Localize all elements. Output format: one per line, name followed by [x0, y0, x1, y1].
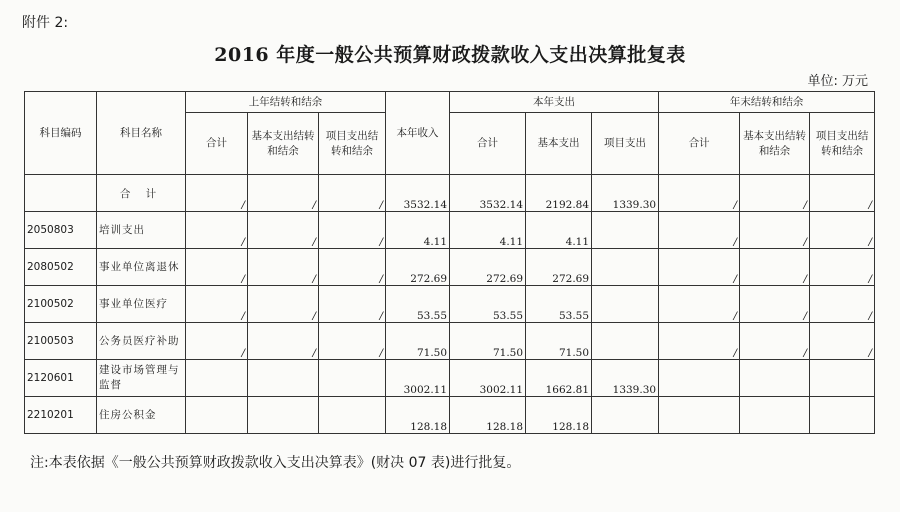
cell-end-basic: / [740, 323, 810, 360]
cell-end-total [659, 360, 740, 397]
cell-income: 128.18 [386, 397, 450, 434]
header-prev-project: 项目支出结转和结余 [319, 113, 386, 175]
cell-end-project [810, 360, 875, 397]
cell-end-project [810, 397, 875, 434]
cell-spend-total: 3532.14 [450, 175, 526, 212]
header-end-basic: 基本支出结转和结余 [740, 113, 810, 175]
cell-spend-project [592, 323, 659, 360]
header-end-total: 合计 [659, 113, 740, 175]
cell-code: 2100502 [25, 286, 97, 323]
cell-prev-basic: / [248, 286, 319, 323]
header-spend-project: 项目支出 [592, 113, 659, 175]
header-prev-group: 上年结转和结余 [186, 92, 386, 113]
cell-name: 住房公积金 [97, 397, 186, 434]
cell-prev-total: / [186, 286, 248, 323]
table-row [25, 286, 875, 323]
cell-prev-basic: / [248, 323, 319, 360]
cell-end-basic: / [740, 212, 810, 249]
footnote: 注:本表依据《一般公共预算财政拨款收入支出决算表》(财决 07 表)进行批复。 [30, 455, 521, 471]
cell-end-project: / [810, 212, 875, 249]
cell-end-project: / [810, 286, 875, 323]
cell-spend-project: 1339.30 [592, 175, 659, 212]
cell-spend-total: 128.18 [450, 397, 526, 434]
cell-income: 3002.11 [386, 360, 450, 397]
header-spend-total: 合计 [450, 113, 526, 175]
cell-name: 合 计 [97, 175, 186, 212]
cell-spend-total: 3002.11 [450, 360, 526, 397]
cell-end-basic: / [740, 286, 810, 323]
cell-income: 71.50 [386, 323, 450, 360]
cell-income: 4.11 [386, 212, 450, 249]
cell-spend-basic: 2192.84 [526, 175, 592, 212]
cell-income: 272.69 [386, 249, 450, 286]
document-title: 2016 年度一般公共预算财政拨款收入支出决算批复表 [214, 44, 686, 66]
header-name: 科目名称 [97, 92, 186, 175]
cell-spend-basic: 128.18 [526, 397, 592, 434]
header-spend-group: 本年支出 [450, 92, 659, 113]
cell-prev-project [319, 397, 386, 434]
cell-spend-basic: 1662.81 [526, 360, 592, 397]
cell-name: 建设市场管理与监督 [97, 360, 186, 397]
cell-end-basic: / [740, 175, 810, 212]
header-end-group: 年末结转和结余 [659, 92, 875, 113]
cell-spend-total: 53.55 [450, 286, 526, 323]
cell-prev-basic: / [248, 212, 319, 249]
table-row [25, 212, 875, 249]
cell-income: 3532.14 [386, 175, 450, 212]
cell-end-project: / [810, 249, 875, 286]
header-spend-basic: 基本支出 [526, 113, 592, 175]
cell-code: 2100503 [25, 323, 97, 360]
cell-spend-basic: 71.50 [526, 323, 592, 360]
cell-code: 2210201 [25, 397, 97, 434]
cell-end-basic [740, 360, 810, 397]
table-row [25, 323, 875, 360]
cell-code: 2120601 [25, 360, 97, 397]
table-row [25, 397, 875, 434]
budget-table [24, 91, 875, 434]
cell-code: 2080502 [25, 249, 97, 286]
cell-end-total: / [659, 286, 740, 323]
cell-prev-total: / [186, 323, 248, 360]
cell-code [25, 175, 97, 212]
cell-spend-total: 4.11 [450, 212, 526, 249]
unit-label: 单位: 万元 [807, 74, 868, 89]
cell-spend-total: 71.50 [450, 323, 526, 360]
cell-spend-basic: 272.69 [526, 249, 592, 286]
header-end-project: 项目支出结转和结余 [810, 113, 875, 175]
cell-prev-total: / [186, 175, 248, 212]
cell-prev-project: / [319, 212, 386, 249]
cell-prev-basic [248, 360, 319, 397]
header-code: 科目编码 [25, 92, 97, 175]
cell-prev-total: / [186, 212, 248, 249]
table-row-total [25, 175, 875, 212]
cell-spend-project [592, 249, 659, 286]
cell-spend-total: 272.69 [450, 249, 526, 286]
cell-end-total: / [659, 323, 740, 360]
cell-name: 培训支出 [97, 212, 186, 249]
cell-name: 事业单位医疗 [97, 286, 186, 323]
table-row [25, 249, 875, 286]
cell-prev-basic: / [248, 175, 319, 212]
cell-prev-project: / [319, 323, 386, 360]
cell-prev-project: / [319, 249, 386, 286]
cell-prev-project: / [319, 175, 386, 212]
table-row [25, 360, 875, 397]
header-prev-basic: 基本支出结转和结余 [248, 113, 319, 175]
cell-end-total: / [659, 212, 740, 249]
cell-spend-project [592, 286, 659, 323]
cell-prev-total [186, 360, 248, 397]
cell-spend-project: 1339.30 [592, 360, 659, 397]
cell-end-total: / [659, 175, 740, 212]
cell-code: 2050803 [25, 212, 97, 249]
cell-income: 53.55 [386, 286, 450, 323]
cell-end-basic: / [740, 249, 810, 286]
cell-end-total: / [659, 249, 740, 286]
cell-spend-project [592, 397, 659, 434]
cell-prev-total [186, 397, 248, 434]
cell-prev-basic [248, 397, 319, 434]
cell-name: 公务员医疗补助 [97, 323, 186, 360]
cell-prev-project: / [319, 286, 386, 323]
cell-end-project: / [810, 175, 875, 212]
header-income: 本年收入 [386, 92, 450, 175]
cell-spend-basic: 53.55 [526, 286, 592, 323]
cell-prev-total: / [186, 249, 248, 286]
cell-end-total [659, 397, 740, 434]
cell-prev-basic: / [248, 249, 319, 286]
attachment-label: 附件 2: [22, 15, 69, 31]
cell-name: 事业单位离退休 [97, 249, 186, 286]
cell-end-project: / [810, 323, 875, 360]
cell-end-basic [740, 397, 810, 434]
cell-prev-project [319, 360, 386, 397]
header-prev-total: 合计 [186, 113, 248, 175]
cell-spend-basic: 4.11 [526, 212, 592, 249]
cell-spend-project [592, 212, 659, 249]
